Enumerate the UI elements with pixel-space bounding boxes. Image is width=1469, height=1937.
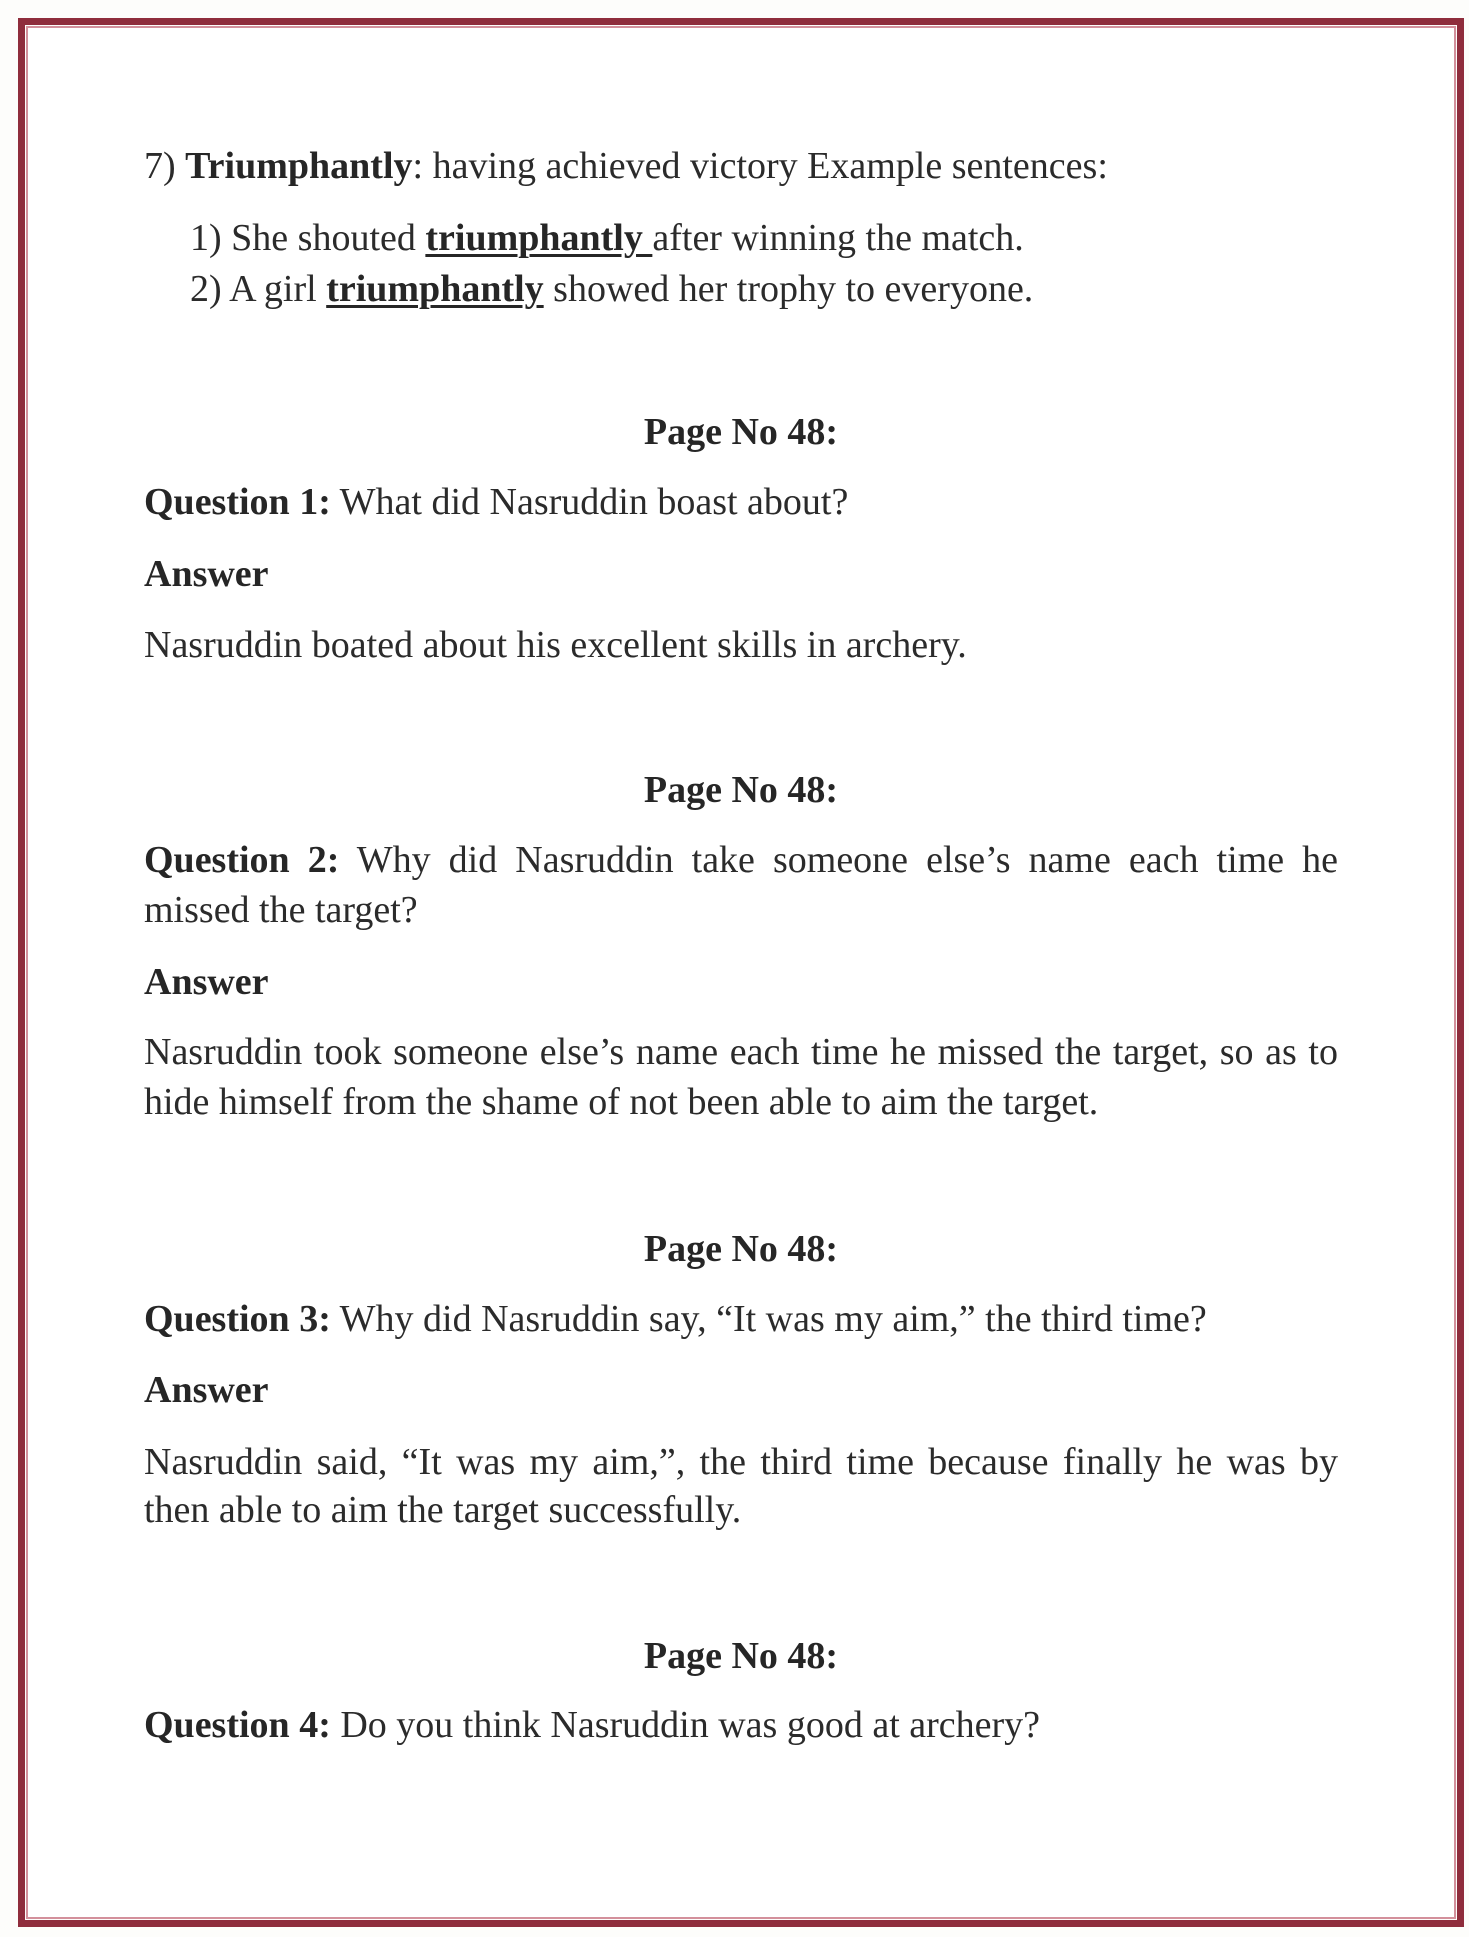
example-number: 1) [190, 217, 222, 259]
question-text: Why did Nasruddin say, “It was my aim,” the third time? [330, 1298, 1207, 1340]
answer-text: Nasruddin said, “It was my aim,”, the third time because finally he was by then able to aim the target successfully. [144, 1441, 1338, 1531]
section-heading: Page No 48: [643, 411, 839, 453]
example-sentence-2 [190, 270, 1033, 308]
example-text: showed her trophy to everyone. [543, 268, 1034, 310]
question-label: Question 4: [144, 1704, 331, 1746]
vocab-number: 7) [144, 145, 176, 187]
example-sentence-1 [190, 219, 1024, 257]
vocab-definition: : having achieved victory Example sentences: [412, 145, 1108, 187]
question-text: What did Nasruddin boast about? [330, 481, 849, 523]
section-heading: Page No 48: [643, 1228, 839, 1270]
section-heading: Page No 48: [643, 1635, 839, 1677]
question-4 [144, 1706, 1040, 1744]
question-1 [144, 483, 848, 521]
vocab-entry [144, 147, 1108, 185]
question-text: Why did Nasruddin take someone else’s name each time he missed the target? [144, 839, 1338, 931]
vocab-term: Triumphantly [185, 145, 413, 187]
question-label: Question 1: [144, 481, 331, 523]
highlighted-word: triumphantly [326, 268, 544, 310]
question-3 [144, 1300, 1207, 1338]
answer-label: Answer [144, 553, 269, 595]
question-label: Question 2: [144, 839, 340, 881]
section-heading: Page No 48: [643, 769, 839, 811]
answer-text: Nasruddin boated about his excellent skills in archery. [144, 624, 967, 666]
answer-label: Answer [144, 1369, 269, 1411]
example-text: A girl [229, 268, 327, 310]
example-number: 2) [190, 268, 222, 310]
example-text: after winning the match. [652, 217, 1024, 259]
answer-text: Nasruddin took someone else’s name each time he missed the target, so as to hide himself from the shame of not been able to aim the target. [144, 1031, 1338, 1123]
question-2 [144, 835, 1338, 935]
question-text: Do you think Nasruddin was good at archery? [330, 1704, 1041, 1746]
question-label: Question 3: [144, 1298, 331, 1340]
example-text: She shouted [231, 217, 426, 259]
answer-label: Answer [144, 961, 269, 1003]
highlighted-word: triumphantly [425, 217, 653, 259]
